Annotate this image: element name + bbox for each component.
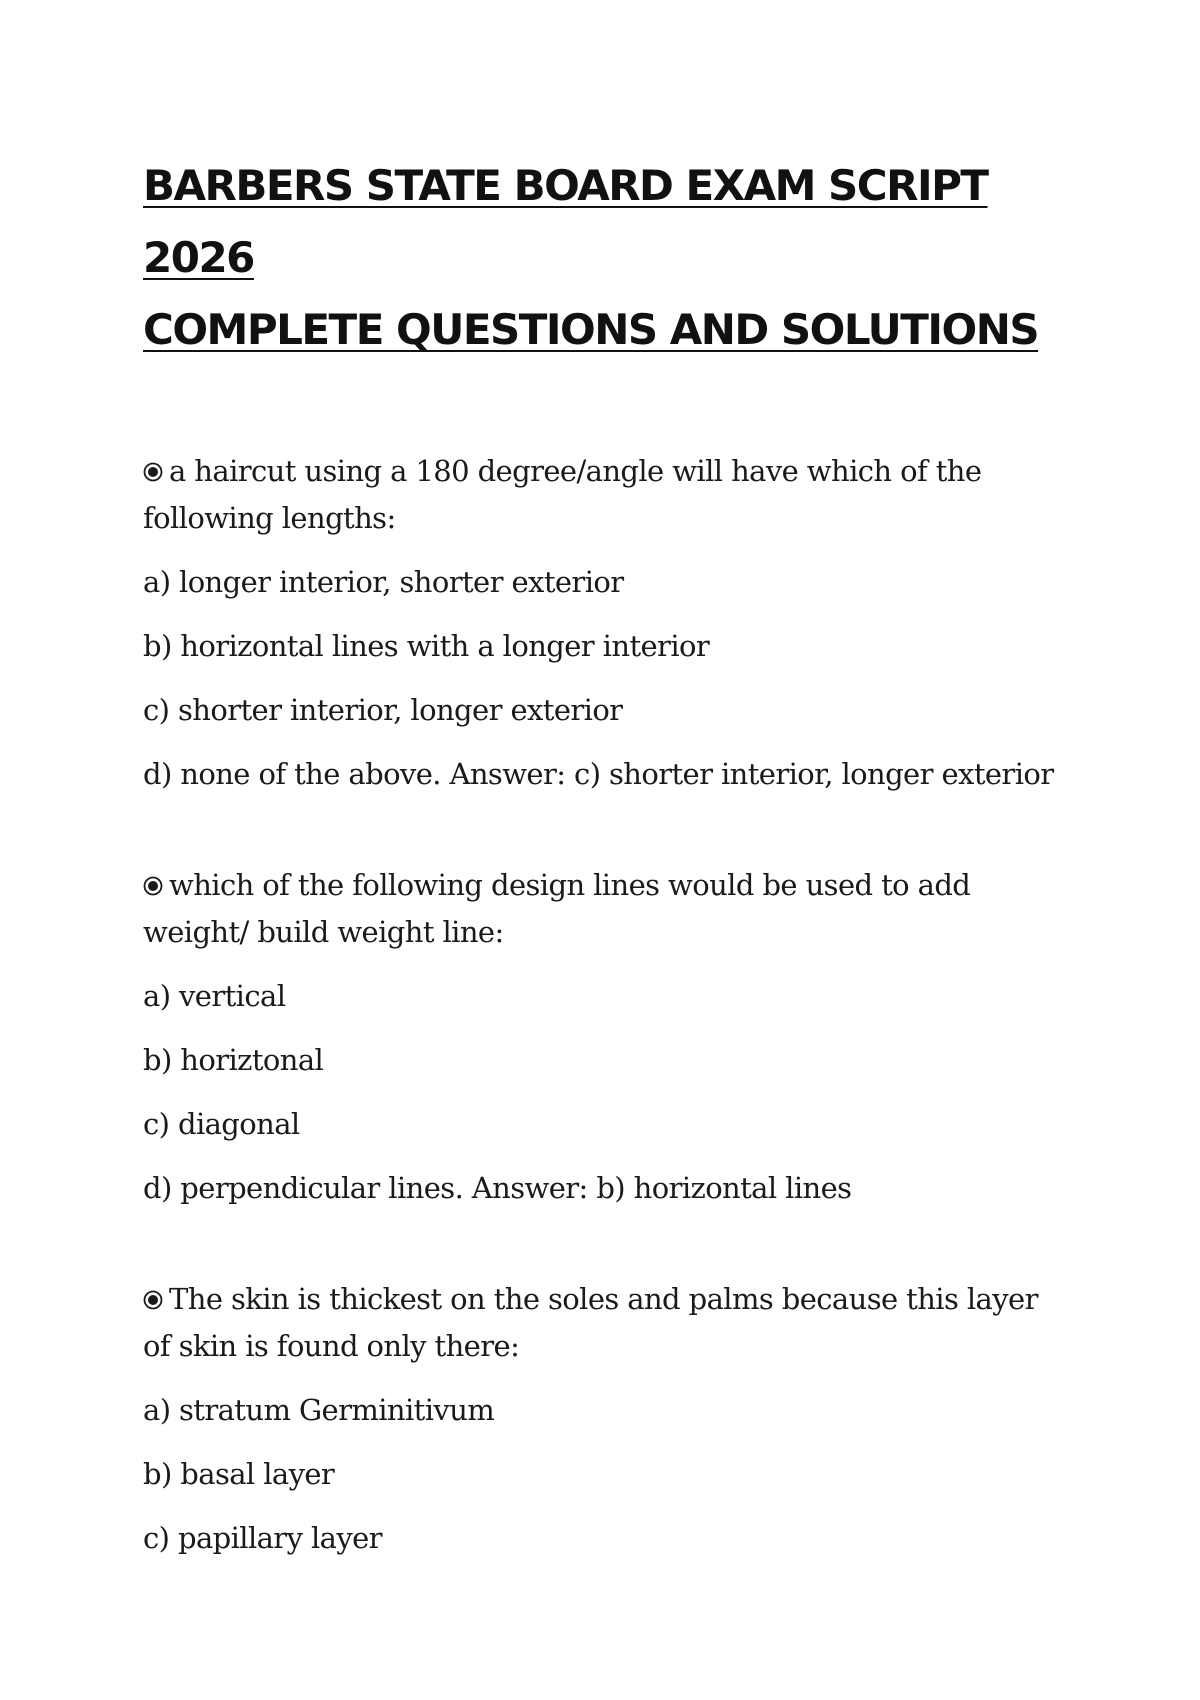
answer-option: c) papillary layer [143,1521,382,1555]
question-1 [143,448,1073,798]
radio-bullet-icon [143,462,163,482]
answer-option: c) shorter interior, longer exterior [143,693,623,727]
answer-option: a) longer interior, shorter exterior [143,565,624,599]
answer-options [143,973,1073,1212]
question-2 [143,862,1073,1212]
title-line-2: COMPLETE QUESTIONS AND SOLUTIONS [143,305,1039,354]
document-title [143,150,1073,366]
question-text: The skin is thickest on the soles and palms because this layer of skin is found only there: [143,1282,1038,1363]
answer-options [143,559,1073,798]
answer-option: a) vertical [143,979,286,1013]
question-text: which of the following design lines would be used to add weight/ build weight line: [143,868,971,949]
radio-bullet-icon [143,876,163,896]
radio-bullet-icon [143,1290,163,1310]
question-prompt [143,1276,1073,1370]
question-text: a haircut using a 180 degree/angle will have which of the following lengths: [143,454,982,535]
document-page [143,150,1073,1626]
answer-options [143,1387,1073,1562]
answer-option: d) perpendicular lines. Answer: b) horizontal lines [143,1171,852,1205]
answer-option: b) basal layer [143,1457,335,1491]
question-list [143,448,1073,1562]
question-3 [143,1276,1073,1562]
answer-option: a) stratum Germinitivum [143,1393,495,1427]
question-prompt [143,448,1073,542]
answer-option: b) horiztonal [143,1043,324,1077]
answer-option: d) none of the above. Answer: c) shorter interior, longer exterior [143,757,1054,791]
title-line-1: BARBERS STATE BOARD EXAM SCRIPT 2026 [143,161,988,282]
answer-option: b) horizontal lines with a longer interior [143,629,710,663]
answer-option: c) diagonal [143,1107,300,1141]
question-prompt [143,862,1073,956]
